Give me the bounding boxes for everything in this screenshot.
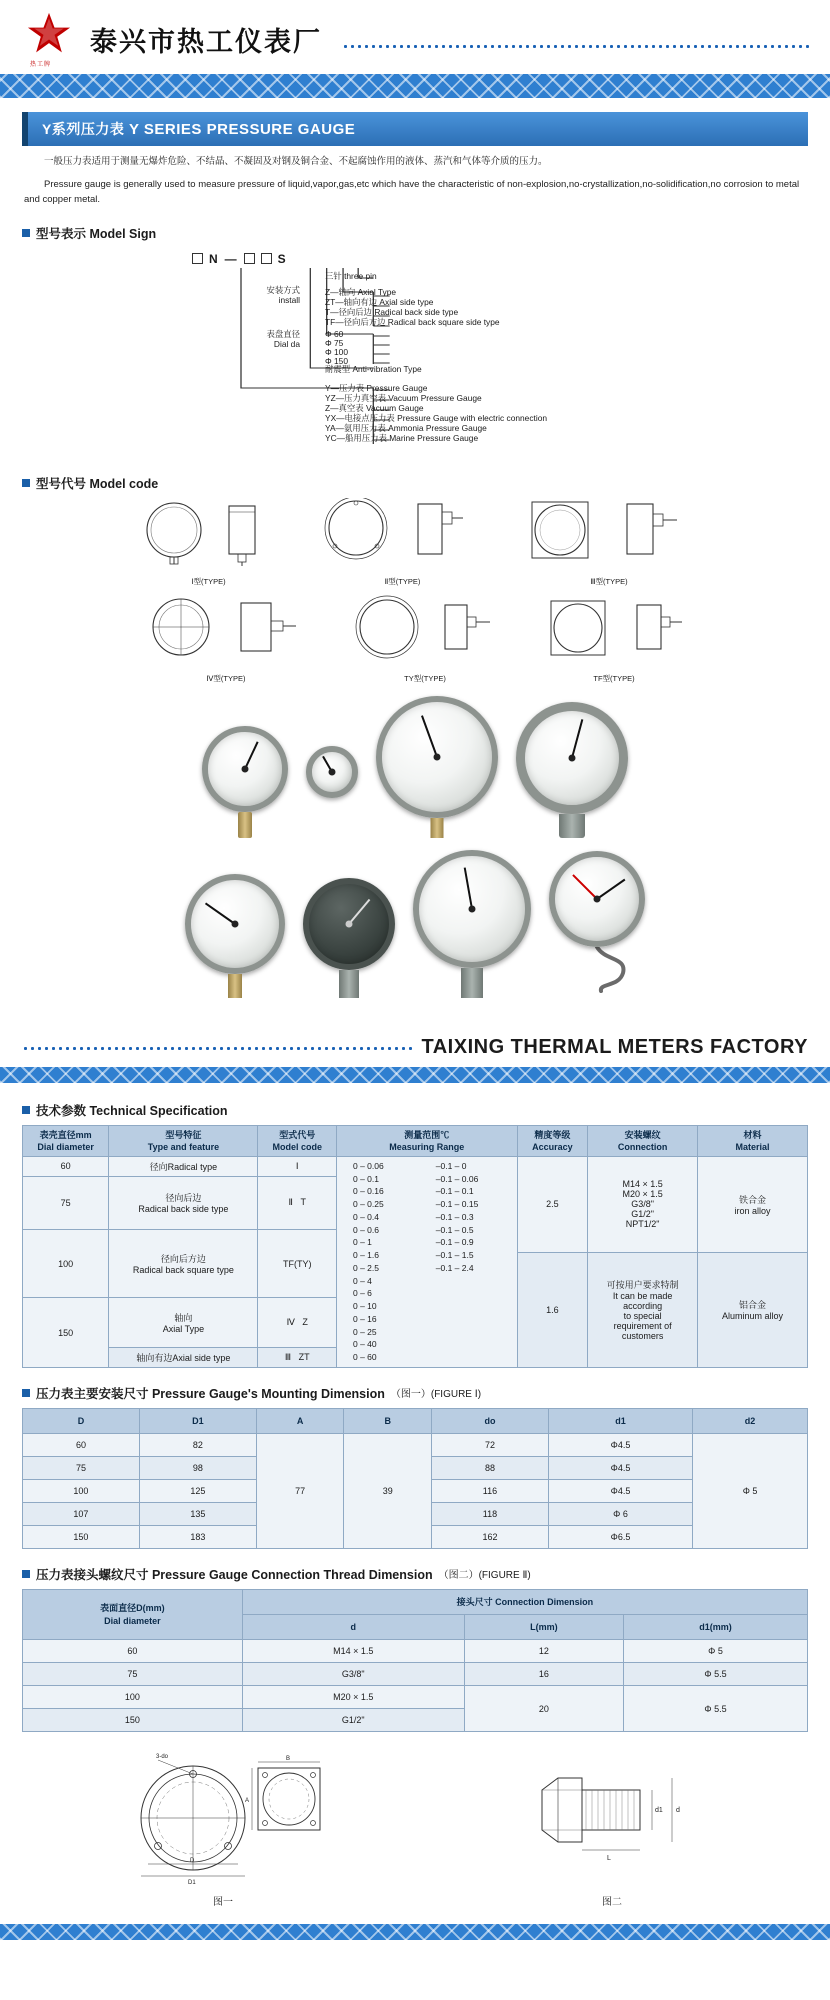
intro-en: Pressure gauge is generally used to measure pressure of liquid,vapor,gas,etc which have the characteristic of non-explosion,no-crystallization,no-solidification,no corrosion to metal and copper metal. (24, 179, 800, 206)
th-B: B (344, 1408, 432, 1433)
fig1-label-D1: D1 (188, 1880, 196, 1886)
gauge-drawing-tf (539, 595, 689, 665)
intro-cn: 一般压力表适用于测量无爆炸危险、不结晶、不凝固及对钢及铜合金、不起腐蚀作用的液体、蒸汽和气体等介质的压力。 (44, 156, 548, 167)
cell-d1: Φ 5 (624, 1640, 808, 1663)
cell-connection-custom: 可按用户要求特制 It can be made according to special requirement of customers (588, 1252, 698, 1367)
th-dial-diameter-thread: 表面直径D(mm) Dial diameter (23, 1589, 243, 1639)
cell-material-aluminum: 铝合金 Aluminum alloy (698, 1252, 808, 1367)
cell-do: 88 (432, 1456, 549, 1479)
table-row (23, 1663, 808, 1686)
th-connection: 安装螺纹 Connection (588, 1125, 698, 1156)
footer-blue-band (0, 1922, 830, 1940)
gauge-hub (594, 895, 601, 902)
header-dot-rule (342, 37, 810, 53)
photo-row-2 (32, 850, 798, 998)
fig1-label-A: A (245, 1798, 250, 1805)
bullet-square-icon-3 (22, 1106, 30, 1114)
gauge-face (413, 850, 531, 968)
gauge-face (516, 702, 628, 814)
drawing-caption-2: Ⅱ型(TYPE) (384, 576, 421, 586)
cell-do: 162 (432, 1525, 549, 1548)
cell-code-1: Ⅰ (258, 1156, 337, 1176)
note-install-0: Z—轴向 Axial Type (325, 286, 397, 297)
bullet-square-icon-2 (22, 479, 30, 487)
cell-code-axial-side: Ⅲ ZT (258, 1347, 337, 1367)
factory-name-en: TAIXING THERMAL METERS FACTORY (421, 1035, 808, 1058)
bottom-figures (0, 1732, 830, 1914)
note-dial-3: Φ 150 (325, 355, 348, 366)
th-D1: D1 (139, 1408, 256, 1433)
gauge-drawing-radial (134, 498, 284, 568)
note-install-label: install (278, 294, 300, 305)
product-title-cn: Y系列压力表 (42, 121, 125, 137)
section-tech-spec (22, 1101, 808, 1119)
gauge-case (559, 814, 585, 838)
mid-dot-rule (22, 1040, 412, 1054)
photo-gauge-small (306, 746, 358, 838)
gauge-stem (431, 818, 444, 838)
cell-D1: 125 (139, 1479, 256, 1502)
th-type-feature: 型号特征 Type and feature (109, 1125, 258, 1156)
gauge-needle (421, 715, 438, 757)
drawing-row-2 (22, 595, 808, 684)
th-d1: d1 (548, 1408, 692, 1433)
section-thread-label: 压力表接头螺纹尺寸 Pressure Gauge Connection Thread Dimension (36, 1567, 433, 1582)
note-three-pin: 三针 three pin (325, 270, 377, 281)
figure-2-drawing (512, 1750, 712, 1885)
th-material: 材料 Material (698, 1125, 808, 1156)
note-dial-0: Φ 60 (325, 328, 344, 339)
th-d1-thread: d1(mm) (624, 1615, 808, 1640)
cell-L: 20 (464, 1686, 623, 1732)
cell-material-iron: 铁合金 iron alloy (698, 1156, 808, 1252)
cell-do: 72 (432, 1433, 549, 1456)
note-install-title: 安装方式 (266, 284, 300, 295)
note-type-4: YA—氨用压力表 Ammonia Pressure Gauge (325, 422, 487, 433)
gauge-stem (228, 974, 242, 998)
figure-1 (118, 1750, 328, 1908)
cell-accuracy-16: 1.6 (517, 1252, 588, 1367)
bullet-square-icon (22, 229, 30, 237)
bullet-square-icon-5 (22, 1570, 30, 1578)
th-connection-dimension: 接头尺寸 Connection Dimension (242, 1589, 807, 1614)
note-type-5: YC—船用压力表 Marine Pressure Gauge (325, 432, 479, 443)
mid-banner (0, 1026, 830, 1065)
photo-gauge-radial-60 (202, 726, 288, 838)
cell-do: 118 (432, 1502, 549, 1525)
photo-row-1 (32, 696, 798, 838)
note-type-0: Y—压力表 Pressure Gauge (325, 382, 428, 393)
drawing-caption-6: TF型(TYPE) (593, 673, 635, 683)
tables-section (0, 1101, 830, 1733)
th-accuracy: 精度等级 Accuracy (517, 1125, 588, 1156)
fig2-label-d1: d1 (655, 1807, 663, 1815)
code-dash: — (224, 251, 238, 266)
cell-dial-150: 150 (23, 1298, 109, 1367)
figure-1-caption: 图一 (213, 1897, 233, 1909)
drawing-type-2 (318, 498, 488, 587)
logo-text: 热工牌 (30, 62, 52, 68)
product-title-bar (22, 112, 808, 146)
cell-measuring-range: 0 – 0.06 –0.1 – 0 0 – 0.1 –0.1 – 0.06 0 – 0.16 –0.1 – 0.1 0 – 0.25 –0.1 – 0.15 0 – 0.4 –0.1 – 0.3 0 – 0.6 –0.1 – 0.5 0 – 1 –0.1 – 0.9 0 – 1.6 –0.1 – 1.5 0 – 2.5 –0.1 – 2.4 0 – 4 0 – 6 0 – 10 0 – 16 0 – 25 0 – 40 0 – 60 (336, 1156, 517, 1367)
section-thread-fig: （图二）(FIGURE Ⅱ) (438, 1570, 531, 1582)
cell-d1: Φ4.5 (548, 1433, 692, 1456)
section-model-code-label: 型号代号 Model code (36, 476, 159, 491)
cell-type-radial: 径向Radical type (109, 1156, 258, 1176)
gauge-hub (329, 768, 336, 775)
table-row (23, 1686, 808, 1709)
cell-do: 116 (432, 1479, 549, 1502)
table-header-row (23, 1125, 808, 1156)
drawing-type-1 (134, 498, 284, 587)
cell-L: 12 (464, 1640, 623, 1663)
th-d2: d2 (693, 1408, 808, 1433)
cell-d: G1/2" (242, 1709, 464, 1732)
note-dial-2: Φ 100 (325, 346, 348, 357)
company-name-cn: 泰兴市热工仪表厂 (90, 26, 322, 57)
gauge-drawing-ty (345, 595, 505, 665)
th-do: do (432, 1408, 549, 1433)
gauge-drawing-square-back (522, 498, 697, 568)
gauge-cable (549, 947, 645, 993)
gauge-hub (242, 765, 249, 772)
cell-A: 77 (256, 1433, 344, 1548)
mounting-dimension-table (22, 1408, 808, 1549)
figure-2 (512, 1750, 712, 1908)
cell-d1: Φ 5.5 (624, 1686, 808, 1732)
gauge-needle (464, 867, 473, 909)
gauge-face (202, 726, 288, 812)
drawing-row-1 (22, 498, 808, 587)
gauge-drawing-radial-back (318, 498, 488, 568)
cell-d2: Φ 5 (693, 1433, 808, 1548)
cell-type-axial: 轴向 Axial Type (109, 1298, 258, 1347)
cell-D: 107 (23, 1502, 140, 1525)
drawing-type-3 (522, 498, 697, 587)
content-body (0, 98, 830, 1020)
gauge-face (306, 746, 358, 798)
th-measuring-range: 测量范围℃ Measuring Range (336, 1125, 517, 1156)
table-header-row (23, 1589, 808, 1614)
th-L: L(mm) (464, 1615, 623, 1640)
model-code-drawings (22, 498, 808, 684)
table-row (23, 1640, 808, 1663)
photo-gauge-large-b (413, 850, 531, 998)
note-install-2: T—径向后边 Radical back side type (325, 306, 459, 317)
bullet-square-icon-4 (22, 1389, 30, 1397)
cell-D: 150 (23, 1525, 140, 1548)
code-letter-n: N (209, 251, 219, 266)
cell-dial: 100 (23, 1686, 243, 1709)
th-d: d (242, 1615, 464, 1640)
gauge-face (185, 874, 285, 974)
cell-d: M20 × 1.5 (242, 1686, 464, 1709)
photo-gauge-large-100 (376, 696, 498, 838)
cell-code-tf: TF(TY) (258, 1229, 337, 1298)
section-mounting (22, 1384, 808, 1402)
note-antivibration: 耐震型 Anti-vibration Type (325, 363, 422, 374)
cell-dial: 150 (23, 1709, 243, 1732)
fig2-label-L: L (607, 1855, 611, 1863)
code-letter-s: S (277, 251, 287, 266)
note-dial-label: Dial da (273, 338, 300, 349)
section-mounting-fig: （图一）(FIGURE Ⅰ) (390, 1389, 482, 1401)
header-blue-band (0, 72, 830, 98)
note-type-2: Z—真空表 Vacuum Gauge (325, 402, 424, 413)
gauge-hub (346, 920, 353, 927)
cell-dial: 60 (23, 1640, 243, 1663)
figure-1-drawing (118, 1750, 328, 1885)
photo-gauge-electric-contact (549, 851, 645, 998)
gauge-drawing-axial (141, 595, 311, 665)
drawing-caption-5: TY型(TYPE) (404, 673, 446, 683)
cell-d1: Φ 5.5 (624, 1663, 808, 1686)
cell-dial-60: 60 (23, 1156, 109, 1176)
gauge-needle (571, 719, 583, 758)
drawing-type-4 (141, 595, 311, 684)
cell-d: M14 × 1.5 (242, 1640, 464, 1663)
gauge-hub (569, 754, 576, 761)
cell-code-2: Ⅱ T (258, 1176, 337, 1229)
th-model-code: 型式代号 Model code (258, 1125, 337, 1156)
cell-D1: 98 (139, 1456, 256, 1479)
th-A: A (256, 1408, 344, 1433)
cell-D: 60 (23, 1433, 140, 1456)
product-title-en: Y SERIES PRESSURE GAUGE (129, 121, 356, 138)
section-model-code (22, 474, 808, 492)
th-D: D (23, 1408, 140, 1433)
cell-D1: 135 (139, 1502, 256, 1525)
fig2-label-d: d (676, 1807, 680, 1815)
model-sign-diagram (52, 248, 808, 458)
note-install-1: ZT—轴向有边 Axial side type (325, 296, 434, 307)
gauge-hub (232, 920, 239, 927)
photo-gauge-flange-150 (516, 702, 628, 838)
fig1-label-D: D (190, 1858, 195, 1865)
photo-gauge-dark (303, 878, 395, 998)
drawing-type-6 (539, 595, 689, 684)
cell-d1: Φ4.5 (548, 1479, 692, 1502)
gauge-face (303, 878, 395, 970)
cell-D1: 82 (139, 1433, 256, 1456)
thread-dimension-table (22, 1589, 808, 1732)
cell-dial-75: 75 (23, 1176, 109, 1229)
cell-type-square-back: 径向后方边 Radical back square type (109, 1229, 258, 1298)
drawing-type-5 (345, 595, 505, 684)
drawing-caption-3: Ⅲ型(TYPE) (590, 576, 628, 586)
cell-L: 16 (464, 1663, 623, 1686)
cell-connection-top: M14 × 1.5 M20 × 1.5 G3/8" G1/2" NPT1/2" (588, 1156, 698, 1252)
fig1-label-B: B (286, 1756, 291, 1763)
cell-accuracy-25: 2.5 (517, 1156, 588, 1252)
section-tech-spec-label: 技术参数 Technical Specification (36, 1103, 228, 1118)
technical-specification-table (22, 1125, 808, 1368)
cell-d1: Φ4.5 (548, 1456, 692, 1479)
page-header (0, 0, 830, 72)
cell-dial: 75 (23, 1663, 243, 1686)
note-dial-title: 表盘直径 (266, 328, 300, 339)
gauge-hub (434, 753, 441, 760)
note-type-1: YZ—压力真空表 Vacuum Pressure Gauge (325, 392, 482, 403)
fig1-label-do: 3-do (156, 1754, 169, 1761)
gauge-case (461, 968, 483, 998)
gauge-case (339, 970, 359, 998)
note-dial-1: Φ 75 (325, 337, 344, 348)
cell-d1: Φ 6 (548, 1502, 692, 1525)
company-logo (22, 12, 76, 66)
section-model-sign (22, 224, 808, 242)
cell-D: 100 (23, 1479, 140, 1502)
note-type-3: YX—电接点压力表 Pressure Gauge with electric connection (325, 412, 548, 423)
mid-blue-band (0, 1065, 830, 1083)
section-thread (22, 1565, 808, 1583)
gauge-stem (238, 812, 252, 838)
gauge-face (549, 851, 645, 947)
gauge-hub (469, 905, 476, 912)
star-icon (26, 12, 72, 56)
cell-code-axial: Ⅳ Z (258, 1298, 337, 1347)
cell-D: 75 (23, 1456, 140, 1479)
gauge-needle (596, 878, 625, 899)
photo-gauge-radial-b (185, 874, 285, 998)
table-header-row (23, 1408, 808, 1433)
cell-dial-100: 100 (23, 1229, 109, 1298)
cell-d1: Φ6.5 (548, 1525, 692, 1548)
figure-2-caption: 图二 (602, 1897, 622, 1909)
cell-D1: 183 (139, 1525, 256, 1548)
note-install-3: TF—径向后方边 Radical back square side type (325, 316, 500, 327)
cell-B: 39 (344, 1433, 432, 1548)
section-model-sign-label: 型号表示 Model Sign (36, 226, 157, 241)
gauge-face (376, 696, 498, 818)
cell-type-axial-side: 轴向有边Axial side type (109, 1347, 258, 1367)
th-dial-diameter: 表壳直径mm Dial diameter (23, 1125, 109, 1156)
product-photo-gallery (22, 692, 808, 1020)
cell-type-radial-back: 径向后边 Radical back side type (109, 1176, 258, 1229)
section-mounting-label: 压力表主要安装尺寸 Pressure Gauge's Mounting Dimension (36, 1386, 385, 1401)
cell-d: G3/8" (242, 1663, 464, 1686)
drawing-caption-4: Ⅳ型(TYPE) (206, 673, 246, 683)
table-row (23, 1433, 808, 1456)
drawing-caption-1: Ⅰ型(TYPE) (191, 576, 226, 586)
